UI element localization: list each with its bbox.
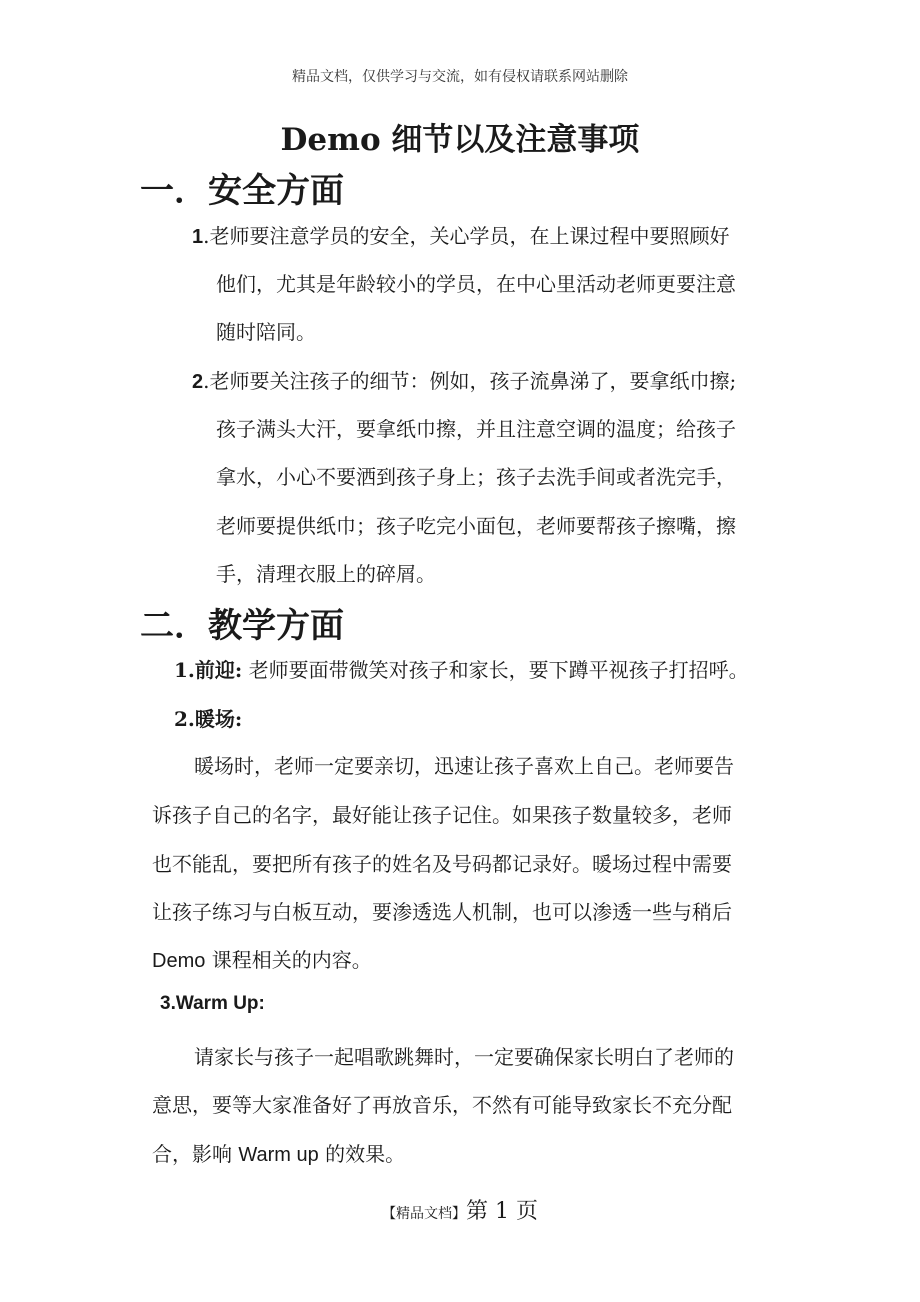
page-number: 第 1 页 <box>466 1199 538 1224</box>
page-footer <box>0 1194 920 1225</box>
item-text: .老师要注意学员的安全，关心学员，在上课过程中要照顾好 <box>203 224 730 248</box>
safety-item-2-line-3: 拿水，小心不要洒到孩子身上；孩子去洗手间或者洗完手， <box>216 465 736 489</box>
safety-item-2-line-2: 孩子满头大汗，要拿纸巾擦，并且注意空调的温度；给孩子 <box>216 417 736 441</box>
item-text: 的效果。 <box>318 1142 406 1166</box>
item-text: 合，影响 <box>152 1142 239 1166</box>
teaching-item-2-label: 2.暖场: <box>174 707 243 731</box>
safety-item-2-line-5: 手，清理衣服上的碎屑。 <box>216 562 436 586</box>
safety-item-1-line-2: 他们，尤其是年龄较小的学员，在中心里活动老师更要注意 <box>216 272 736 296</box>
item-text: .老师要关注孩子的细节：例如，孩子流鼻涕了，要拿纸巾擦; <box>203 369 737 393</box>
item-label: 1.前迎: <box>174 658 243 682</box>
teaching-item-3-label: 3.Warm Up: <box>160 993 265 1014</box>
item-number: 1 <box>192 226 204 248</box>
item-text: 课程相关的内容。 <box>205 948 372 972</box>
document-title: Demo 细节以及注意事项 <box>280 122 640 158</box>
teaching-item-1 <box>174 654 749 683</box>
section-heading-teaching: 二．教学方面 <box>140 606 344 646</box>
teaching-item-2-line-4: 让孩子练习与白板互动，要渗透选人机制，也可以渗透一些与稍后 <box>152 900 732 924</box>
teaching-item-2-line-2: 诉孩子自己的名字，最好能让孩子记住。如果孩子数量较多，老师 <box>152 803 732 827</box>
teaching-item-2-line-3: 也不能乱，要把所有孩子的姓名及号码都记录好。暖场过程中需要 <box>152 852 732 876</box>
safety-item-2-line-4: 老师要提供纸巾；孩子吃完小面包，老师要帮孩子擦嘴，擦 <box>216 514 736 538</box>
teaching-item-3-line-3 <box>152 1138 405 1167</box>
latin-text: Demo <box>152 950 206 972</box>
teaching-item-2-line-1: 暖场时，老师一定要亲切，迅速让孩子喜欢上自己。老师要告 <box>194 754 734 778</box>
teaching-item-2-line-5 <box>152 944 372 973</box>
header-note: 精品文档，仅供学习与交流，如有侵权请联系网站删除 <box>292 69 628 85</box>
footer-label: 【精品文档】 <box>382 1206 466 1222</box>
safety-item-2-line-1 <box>192 365 736 394</box>
teaching-item-3-line-1: 请家长与孩子一起唱歌跳舞时，一定要确保家长明白了老师的 <box>194 1045 734 1069</box>
item-number: 2 <box>192 371 204 393</box>
safety-item-1-line-1 <box>192 220 729 249</box>
section-heading-safety: 一．安全方面 <box>140 171 344 211</box>
item-text: 老师要面带微笑对孩子和家长，要下蹲平视孩子打招呼。 <box>248 658 749 682</box>
teaching-item-3-line-2: 意思，要等大家准备好了再放音乐，不然有可能导致家长不充分配 <box>152 1093 732 1117</box>
safety-item-1-line-3: 随时陪同。 <box>216 320 316 344</box>
latin-text: Warm up <box>238 1144 319 1166</box>
